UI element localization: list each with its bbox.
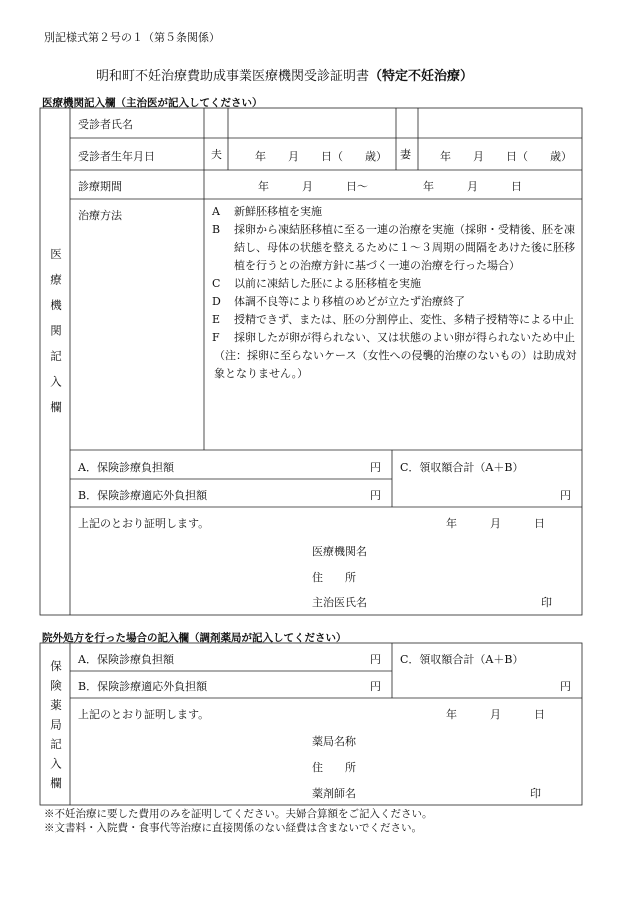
husband-birth-fields[interactable]: 年 月 日（ 歳） [255, 150, 387, 163]
total-yen: 円 [560, 489, 571, 502]
seal-mark: 印 [541, 596, 552, 609]
ph-certify-text: 上記のとおり証明します。 [78, 708, 210, 721]
section2-side-label: 保険薬局記入欄 [49, 660, 63, 797]
footnote-1: ※不妊治療に要した費用のみを証明してください。夫婦合算額をご記入ください。 [44, 808, 433, 820]
section2-heading: 院外処方を行った場合の記入欄（調剤薬局が記入してください） [42, 632, 347, 644]
ph-insured-yen: 円 [370, 653, 381, 666]
footnote-2: ※文書料・入院費・食事代等治療に直接関係のない経費は含まないでください。 [44, 822, 422, 834]
section1-heading: 医療機関記入欄（主治医が記入してください） [42, 97, 263, 109]
method-note: （注：採卵に至らないケース（女性への侵襲的治療のないもの）は助成対象となりません。） [214, 349, 577, 380]
pharmacy-label: 薬局名称 [312, 735, 356, 748]
method-list [212, 203, 578, 383]
certify-text: 上記のとおり証明します。 [78, 517, 210, 530]
ph-total-yen: 円 [560, 680, 571, 693]
ph-insured-label: A．保険診療負担額 [78, 653, 174, 666]
period-fields[interactable]: 年 月 日～ 年 月 日 [258, 180, 522, 193]
page-title: 明和町不妊治療費助成事業医療機関受診証明書（特定不妊治療） [96, 69, 474, 84]
ph-certify-date[interactable]: 年 月 日 [446, 708, 545, 721]
address-label: 住 所 [312, 571, 356, 584]
method-b[interactable]: B 採卵から凍結胚移植に至る一連の治療を実施（採卵・受精後、胚を凍結し、母体の状態を整えるために１～３周期の間隔をあけた後に胚移植を行うとの治療方針に基づく一連の治療を行った場合） [212, 223, 575, 272]
method-label: 治療方法 [78, 209, 122, 222]
wife-birth-fields[interactable]: 年 月 日（ 歳） [440, 150, 572, 163]
uninsured-label: B．保険診療適応外負担額 [78, 489, 208, 502]
certify-date[interactable]: 年 月 日 [446, 517, 545, 530]
total-label: C．領収額合計（A＋B） [400, 461, 524, 474]
pharmacist-label: 薬剤師名 [312, 787, 356, 800]
birthdate-label: 受診者生年月日 [78, 150, 155, 163]
uninsured-yen: 円 [370, 489, 381, 502]
ph-total-label: C．領収額合計（A＋B） [400, 653, 524, 666]
method-a[interactable]: A 新鮮胚移植を実施 [212, 205, 322, 218]
form-id: 別記様式第２号の１（第５条関係） [44, 31, 220, 44]
ph-uninsured-yen: 円 [370, 680, 381, 693]
ph-seal-mark: 印 [530, 787, 541, 800]
ph-address-label: 住 所 [312, 761, 356, 774]
institution-label: 医療機関名 [312, 545, 367, 558]
section1-side-label: 医療機関記入欄 [49, 248, 63, 427]
wife-label: 妻 [400, 148, 411, 161]
method-f[interactable]: F 採卵したが卵が得られない、又は状態のよい卵が得られないため中止 [212, 331, 575, 344]
period-label: 診療期間 [78, 180, 122, 193]
insured-label: A．保険診療負担額 [78, 461, 174, 474]
method-d[interactable]: D 体調不良等により移植のめどが立たず治療終了 [212, 295, 465, 308]
insured-yen: 円 [370, 461, 381, 474]
husband-label: 夫 [211, 148, 222, 161]
method-c[interactable]: C 以前に凍結した胚による胚移植を実施 [212, 277, 421, 290]
patient-name-label: 受診者氏名 [78, 118, 133, 131]
doctor-label: 主治医氏名 [312, 596, 367, 609]
ph-uninsured-label: B．保険診療適応外負担額 [78, 680, 208, 693]
method-e[interactable]: E 授精できず、または、胚の分割停止、変性、多精子授精等による中止 [212, 313, 575, 326]
